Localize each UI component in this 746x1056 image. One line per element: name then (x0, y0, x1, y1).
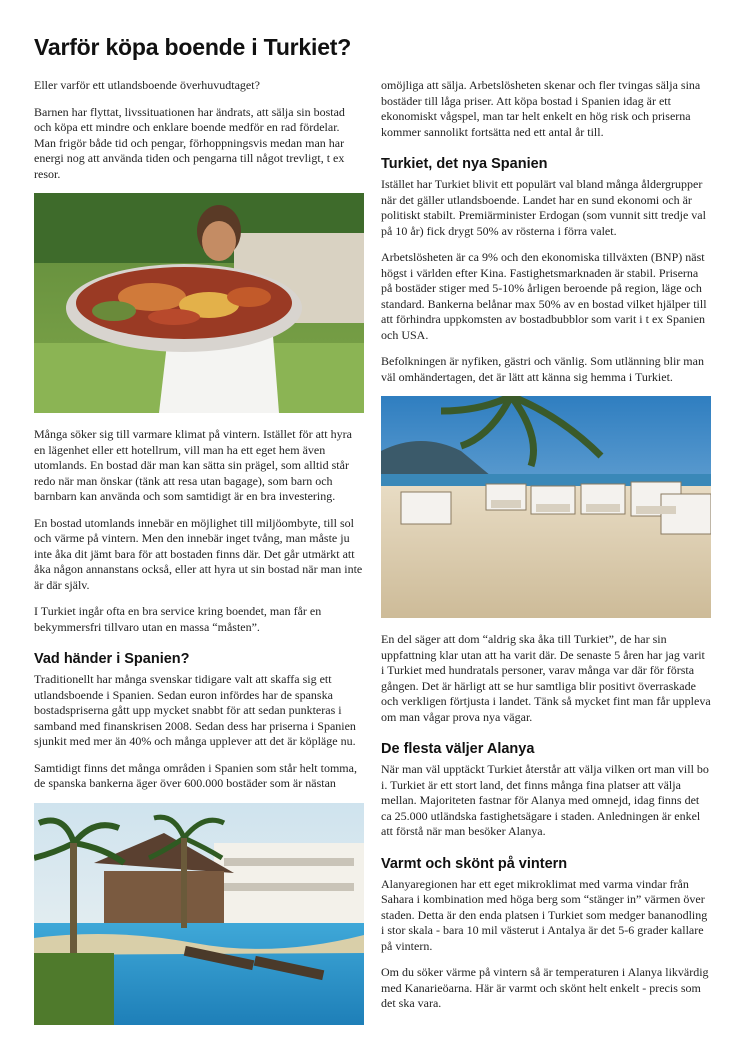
paragraph: Befolkningen är nyfiken, gästri och vänlig. Som utlänning blir man väl omhändertagen, det är lätt att känna sig hemma i Turkiet. (381, 354, 704, 384)
paragraph: Traditionellt har många svenskar tidigare valt att skaffa sig ett utlandsboende i Spanien. Sedan euron infördes har de spanska bostadspriserna gått upp mycket snabbt för att sedan punkteras i samband med finanskrisen 2008. Sedan dess har priserna i Spanien sjunkit med mer än 40% och många upplever att det är köpläge nu. (34, 672, 356, 748)
left-column (34, 78, 364, 1039)
paragraph: En bostad utomlands innebär en möjlighet till miljöombyte, till sol och värme på vintern. Men den innebär inget tvång, man måste ju inte åka dit jämt bara för att bostaden finns där. Det går utmärkt att åka någon annanstans också, eller att hyra ut sin bostad när man inte är där själv. (34, 515, 363, 592)
paragraph: I Turkiet ingår ofta en bra service kring boendet, man får en bekymmersfri tillvaro utan en massa “måsten”. (34, 604, 322, 634)
page-title: Varför köpa boende i Turkiet? (34, 34, 352, 60)
paragraph: Samtidigt finns det många områden i Spanien som står helt tomma, de spanska bankerna äger över 600.000 bostäder som är nästan (34, 760, 357, 790)
paragraph: Alanyaregionen har ett eget mikroklimat med varma vindar från Sahara i kombination med höga berg som “stänger in” värmen över staden. Detta är den enda platsen i Turkiet som medger bananodling i stor skala - bara 10 mil västerut i Antalya är det 5-6 grader kallare på vintern. (381, 876, 708, 953)
section-heading-turkey: Turkiet, det nya Spanien (381, 156, 548, 172)
paragraph: När man väl upptäckt Turkiet återstår att välja vilken ort man vill bo i. Turkiet är ett stort land, det finns många fina platser att välja mellan. Majoriteten fastnar för Alanya med omnejd, idag finns det ca 25.000 utländska fastighetsägare i staden. Anledningen är enkel att förstå när man besöker Alanya. (381, 762, 709, 838)
paragraph: omöjliga att sälja. Arbetslösheten skenar och fler tvingas sälja sina bostäder till låga priser. Att köpa bostad i Spanien idag är ett ekonomiskt vågspel, man tar helt enkelt en hög risk och priserna kommer sannolikt fortsätta ned ett antal år till. (381, 78, 701, 139)
section-heading-winter: Varmt och skönt på vintern (381, 855, 568, 872)
paragraph: Många söker sig till varmare klimat på vintern. Istället för att hyra en lägenhet eller ett hotellrum, vill man ha ett eget hem även utomlands. En bostad där man kan sätta sin prägel, som alltid står redo när man önskar (tänk att resa utan bagage), som barn och barnbarn kan använda och som samtidigt är en bra investering. (34, 427, 352, 503)
intro-paragraph: Eller varför ett utlandsboende överhuvudtaget? (34, 78, 260, 92)
right-column (381, 78, 711, 1023)
paragraph: En del säger att dom “aldrig ska åka till Turkiet”, de har sin uppfattning klar utan att ha varit där. De senaste 5 åren har jag varit i Turkiet med hundratals personer, varav många var där för första gången. Det är härligt att se hur samtliga blir positivt överraskade och verkligen förtjusta i landet. Tänk så mycket fint man får uppleva om man vågar prova nya vägar. (381, 632, 711, 724)
beach-cabanas-photo (381, 396, 711, 618)
section-heading-alanya: De flesta väljer Alanya (381, 741, 535, 757)
waiter-food-photo (34, 193, 364, 413)
paragraph: Om du söker värme på vintern så är temperaturen i Alanya likvärdig med Kanarieöarna. Här är varmt och skönt helt enkelt - precis som det ska vara. (381, 965, 709, 1010)
paragraph: Barnen har flyttat, livssituationen har ändrats, att sälja sin bostad och köpa ett mindre och enklare boende medför en rad fördelar. Man frigör både tid och pengar, förhoppningsvis medan man har energi nog att använda tiden och pengarna till något trevligt, t ex resor. (34, 104, 345, 181)
paragraph: Arbetslösheten är ca 9% och den ekonomiska tillväxten (BNP) näst högst i världen efter Kina. Fastighetsmarknaden är stabil. Priserna på bostäder stiger med 5-10% årligen beroende på region, läge och standard. Bankerna belånar max 50% av en bostad vilket hjälper till att förhindra uppkomsten av bostadbubblor som varit i t ex Spanien och USA. (381, 250, 707, 342)
pool-resort-photo (34, 803, 364, 1025)
paragraph: Istället har Turkiet blivit ett populärt val bland många åldergrupper när det gäller utlandsboende. Landet har en sund ekonomi och är politiskt stabilt. Premiärminister Erdogan (som vunnit sitt tredje val på 10 år) fick drygt 50% av rösterna i förra valet. (381, 177, 706, 238)
section-heading-spain: Vad händer i Spanien? (34, 651, 190, 667)
